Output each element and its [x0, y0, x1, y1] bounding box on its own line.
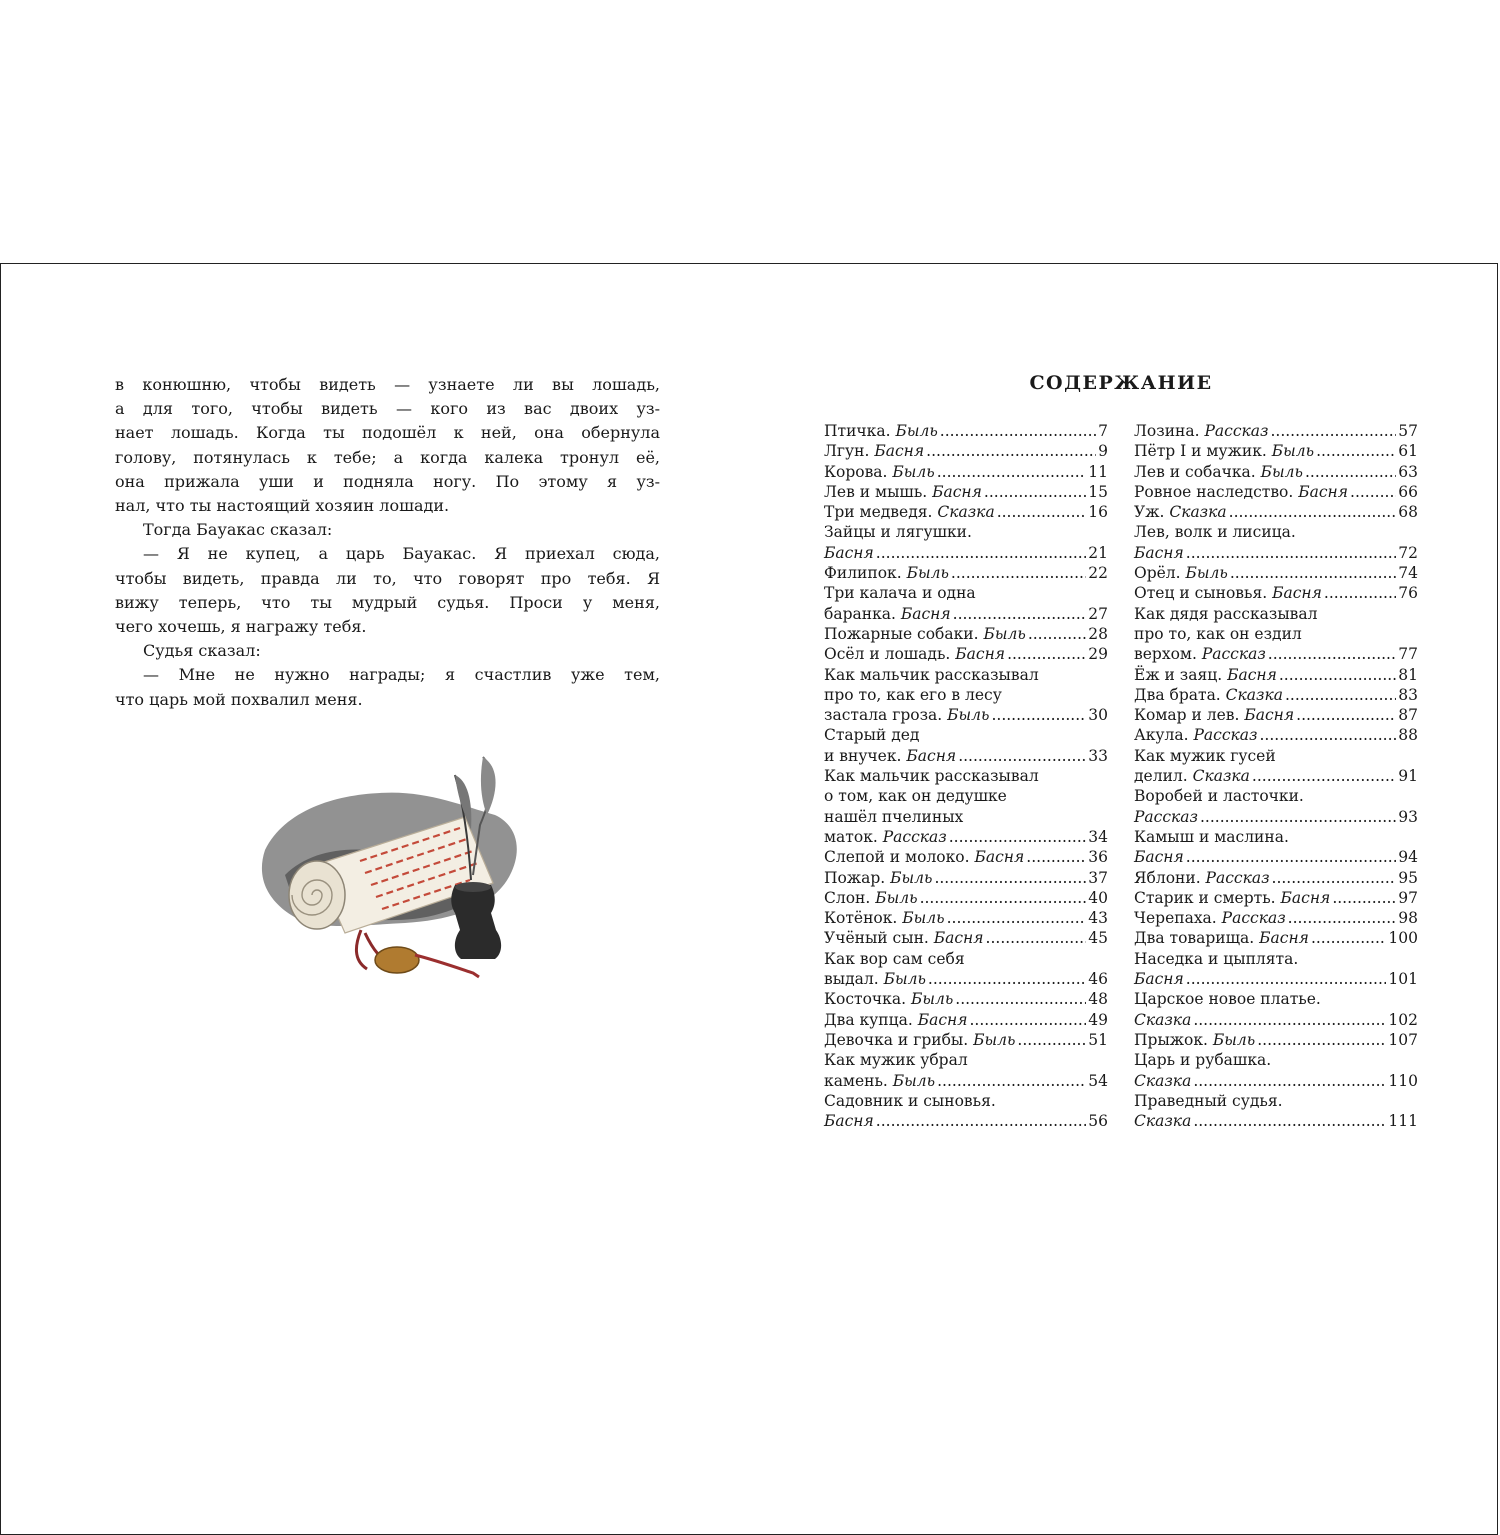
toc-entry-genre: Басня [933, 929, 984, 948]
toc-page-number: 101 [1388, 970, 1418, 989]
toc-entry [1134, 1091, 1418, 1132]
toc-entry [824, 1050, 1108, 1091]
toc-entry-title-line: о том, как он дедушке [824, 787, 1007, 806]
toc-leader-dots [1193, 1071, 1386, 1091]
toc-entry-genre: Басня [917, 1010, 968, 1029]
toc-entry-title: камень. [824, 1071, 893, 1090]
toc-entry [824, 766, 1108, 847]
toc-leader-dots [940, 421, 1096, 441]
toc-entry [824, 441, 1108, 461]
toc-page-number: 40 [1088, 888, 1108, 907]
toc-leader-dots [876, 1111, 1086, 1131]
toc-entry-title: и внучек. [824, 746, 907, 765]
toc-leader-dots [1193, 1010, 1386, 1030]
toc-leader-dots [1285, 685, 1396, 705]
toc-entry-title: баранка. [824, 604, 901, 623]
toc-entry-genre: Басня [1259, 929, 1309, 948]
toc-page-number: 30 [1088, 706, 1108, 725]
toc-entry [824, 421, 1108, 441]
toc-entry [824, 928, 1108, 948]
toc-entry [1134, 563, 1418, 583]
toc-entry-title: Лев и собачка. [1134, 462, 1261, 481]
toc-entry [824, 847, 1108, 867]
toc-page-number: 27 [1088, 604, 1108, 623]
toc-entry-title-line: Как мальчик рассказывал [824, 665, 1039, 684]
toc-entry-title: делил. [1134, 767, 1193, 786]
toc-entry-title-line: про то, как его в лесу [824, 685, 1002, 704]
toc-entry-genre: Рассказ [1201, 645, 1266, 664]
toc-entry-genre: Рассказ [882, 827, 947, 846]
toc-page-number: 48 [1088, 990, 1108, 1009]
toc-page-number: 54 [1088, 1071, 1108, 1090]
toc-entry [1134, 949, 1418, 990]
toc-page-number: 87 [1398, 706, 1418, 725]
toc-leader-dots [984, 482, 1086, 502]
toc-entry-title: Осёл и лошадь. [824, 645, 956, 664]
toc-entry [824, 949, 1108, 990]
toc-entry-genre: Быль [890, 868, 933, 887]
toc-entry-genre: Басня [955, 645, 1006, 664]
toc-entry-genre: Басня [1134, 970, 1184, 989]
toc-entry-title-line: Праведный судья. [1134, 1091, 1283, 1110]
toc-entry-title-line: Как вор сам себя [824, 949, 965, 968]
toc-entry-genre: Сказка [1134, 1071, 1192, 1090]
toc-page-number: 72 [1398, 543, 1418, 562]
toc-entry-title: Акула. [1134, 726, 1194, 745]
toc-entry [824, 482, 1108, 502]
toc-entry [824, 624, 1108, 644]
text-line: чтобы видеть, правда ли то, что говорят про тебя. Я [115, 568, 660, 588]
toc-entry-title: Два купца. [824, 1010, 918, 1029]
toc-entry-title-line: Зайцы и лягушки. [824, 523, 972, 542]
toc-page-number: 111 [1388, 1112, 1418, 1131]
toc-entry-title: Птичка. [824, 422, 896, 440]
toc-entry-title: Уж. [1134, 503, 1170, 522]
toc-entry-genre: Быль [902, 909, 945, 928]
toc-entry-genre: Быль [947, 706, 990, 725]
toc-entry [824, 563, 1108, 583]
toc-entry-genre: Сказка [1225, 685, 1283, 704]
toc-entry-title: Черепаха. [1134, 909, 1222, 928]
toc-entry-title: Лев и мышь. [824, 482, 933, 501]
toc-entry [1134, 482, 1418, 502]
toc-entry-genre: Сказка [1134, 1010, 1192, 1029]
toc-leader-dots [1279, 665, 1396, 685]
toc-page-number: 83 [1398, 685, 1418, 704]
scroll-quill-inkwell-illustration [255, 755, 535, 990]
toc-leader-dots [1296, 705, 1396, 725]
toc-entry [1134, 522, 1418, 563]
toc-entry-title: Учёный сын. [824, 929, 934, 948]
toc-page-number: 56 [1088, 1112, 1108, 1131]
toc-entry-genre: Басня [1244, 706, 1295, 725]
toc-leader-dots [986, 928, 1087, 948]
toc-page-number: 110 [1388, 1071, 1418, 1090]
toc-entry-genre: Басня [824, 543, 874, 562]
toc-entry-genre: Быль [973, 1030, 1016, 1049]
toc-entry [824, 888, 1108, 908]
toc-page-number: 74 [1398, 564, 1418, 583]
toc-entry [1134, 1030, 1418, 1050]
toc-entry [1134, 462, 1418, 482]
toc-page-number: 95 [1398, 868, 1418, 887]
toc-page-number: 43 [1088, 909, 1108, 928]
toc-entry-genre: Басня [824, 1112, 874, 1131]
toc-entry [1134, 786, 1418, 827]
toc-entry [1134, 685, 1418, 705]
toc-entry-genre: Рассказ [1204, 422, 1269, 440]
toc-entry-genre: Быль [895, 422, 938, 440]
toc-entry-genre: Быль [1185, 564, 1228, 583]
toc-page-number: 68 [1398, 503, 1418, 522]
toc-leader-dots [1230, 563, 1396, 583]
toc-entry-title-line: про то, как он ездил [1134, 624, 1302, 643]
toc-page-number: 97 [1398, 888, 1418, 907]
toc-leader-dots [1332, 888, 1396, 908]
toc-entry-title-line: Царское новое платье. [1134, 990, 1321, 1009]
toc-leader-dots [928, 969, 1086, 989]
toc-entry-title: Ровное наследство. [1134, 482, 1299, 501]
toc-entry-title-line: Старый дед [824, 726, 920, 745]
toc-entry-title: Котёнок. [824, 909, 903, 928]
toc-leader-dots [1257, 1030, 1386, 1050]
toc-leader-dots [1017, 1030, 1086, 1050]
toc-entry [1134, 502, 1418, 522]
toc-entry-title: Лгун. [824, 442, 875, 461]
toc-entry-genre: Сказка [1134, 1112, 1192, 1131]
toc-leader-dots [1305, 462, 1396, 482]
toc-page-number: 107 [1388, 1030, 1418, 1049]
toc-leader-dots [1288, 908, 1397, 928]
toc-entry-title: маток. [824, 827, 883, 846]
text-line: в конюшню, чтобы видеть — узнаете ли вы лошадь, [115, 375, 660, 394]
toc-page-number: 21 [1088, 543, 1108, 562]
toc-entry-title: Пётр I и мужик. [1134, 442, 1272, 461]
toc-leader-dots [1268, 644, 1396, 664]
text-line: нал, что ты настоящий хозяин лошади. [115, 496, 450, 516]
text-line: вижу теперь, что ты мудрый судья. Проси у меня, [115, 592, 660, 612]
toc-leader-dots [949, 827, 1087, 847]
toc-entry-genre: Басня [874, 442, 925, 461]
toc-entry-genre: Рассказ [1221, 909, 1286, 928]
toc-leader-dots [1350, 482, 1396, 502]
toc-page-number: 15 [1088, 482, 1108, 501]
toc-entry [1134, 604, 1418, 665]
toc-entry-title: выдал. [824, 970, 884, 989]
toc-entry [824, 522, 1108, 563]
toc-leader-dots [926, 441, 1096, 461]
toc-leader-dots [947, 908, 1087, 928]
toc-entry [1134, 827, 1418, 868]
toc-entry-title-line: Камыш и маслина. [1134, 827, 1289, 846]
toc-leader-dots [937, 1071, 1086, 1091]
toc-entry-genre: Басня [1227, 665, 1277, 684]
toc-page-number: 49 [1088, 1010, 1108, 1029]
toc-page-number: 37 [1088, 868, 1108, 887]
toc-page-number: 29 [1088, 645, 1108, 664]
toc-column-right [1134, 421, 1418, 1131]
toc-entry [824, 725, 1108, 766]
toc-leader-dots [1311, 928, 1386, 948]
toc-entry-title: Пожарные собаки. [824, 624, 984, 643]
toc-entry [824, 989, 1108, 1009]
toc-entry [824, 583, 1108, 624]
toc-entry-genre: Басня [932, 482, 982, 501]
toc-entry-genre: Сказка [1169, 503, 1227, 522]
toc-leader-dots [1324, 583, 1396, 603]
text-line: голову, потянулась к тебе; а когда калека тронул её, [115, 447, 660, 467]
toc-entry-title-line: нашёл пчелиных [824, 807, 964, 826]
toc-leader-dots [1272, 868, 1397, 888]
toc-page-number: 36 [1088, 848, 1108, 867]
toc-page-number: 28 [1088, 624, 1108, 643]
toc-entry-title: Отец и сыновья. [1134, 584, 1273, 603]
toc-entry-genre: Рассказ [1193, 726, 1258, 745]
toc-entry-title-line: Царь и рубашка. [1134, 1051, 1272, 1070]
text-line: что царь мой похвалил меня. [115, 689, 363, 709]
toc-entry [824, 868, 1108, 888]
toc-entry-title: Слепой и молоко. [824, 848, 975, 867]
toc-leader-dots [997, 502, 1087, 522]
toc-entry-genre: Басня [1280, 888, 1331, 907]
toc-page-number: 11 [1088, 462, 1108, 481]
toc-entry [1134, 888, 1418, 908]
toc-leader-dots [937, 462, 1087, 482]
toc-entry-genre: Басня [1298, 482, 1349, 501]
toc-entry [1134, 725, 1418, 745]
toc-entry [824, 1030, 1108, 1050]
toc-entry-genre: Рассказ [1134, 807, 1198, 826]
toc-entry-genre: Басня [1134, 848, 1184, 867]
toc-page-number: 61 [1398, 442, 1418, 461]
toc-leader-dots [1252, 766, 1396, 786]
toc-entry-genre: Быль [1271, 442, 1315, 461]
toc-entry-title-line: Наседка и цыплята. [1134, 949, 1299, 968]
toc-leader-dots [955, 989, 1086, 1009]
toc-page-number: 102 [1388, 1010, 1418, 1029]
toc-page-number: 63 [1398, 462, 1418, 481]
toc-entry-genre: Быль [983, 624, 1026, 643]
toc-entry-genre: Быль [1260, 462, 1303, 481]
text-line: — Я не купец, а царь Бауакас. Я приехал сюда, [143, 544, 660, 564]
toc-entry [1134, 421, 1418, 441]
toc-page-number: 88 [1398, 726, 1418, 745]
toc-entry-title: Два брата. [1134, 685, 1226, 704]
toc-entry [1134, 1050, 1418, 1091]
toc-leader-dots [1007, 644, 1086, 664]
toc-page-number: 57 [1398, 422, 1418, 440]
toc-entry-genre: Сказка [937, 503, 995, 522]
toc-leader-dots [951, 563, 1086, 583]
toc-page-number: 91 [1398, 767, 1418, 786]
toc-page-number: 51 [1088, 1030, 1108, 1049]
toc-page-number: 66 [1398, 482, 1418, 501]
toc-entry-genre: Басня [974, 848, 1025, 867]
toc-leader-dots [1186, 543, 1396, 563]
toc-entry-title-line: Как мужик гусей [1134, 746, 1276, 765]
toc-entry [1134, 665, 1418, 685]
toc-entry-title-line: Садовник и сыновья. [824, 1091, 996, 1110]
toc-entry [1134, 989, 1418, 1030]
toc-entry [1134, 705, 1418, 725]
toc-page-number: 76 [1398, 584, 1418, 603]
toc-entry-title-line: Три калача и одна [824, 584, 976, 603]
toc-entry [1134, 908, 1418, 928]
toc-entry-title: Пожар. [824, 868, 891, 887]
toc-leader-dots [1316, 441, 1396, 461]
toc-entry-title: Два товарища. [1134, 929, 1260, 948]
toc-page-number: 46 [1088, 970, 1108, 989]
toc-leader-dots [1193, 1111, 1386, 1131]
toc-entry-title-line: Как дядя рассказывал [1134, 604, 1318, 623]
toc-entry-title: Орёл. [1134, 564, 1186, 583]
toc-page-number: 45 [1088, 929, 1108, 948]
toc-entry-genre: Басня [906, 746, 957, 765]
toc-entry [824, 1091, 1108, 1132]
toc-page-number: 34 [1088, 827, 1108, 846]
toc-entry-title-line: Воробей и ласточки. [1134, 787, 1304, 806]
toc-entry-title: Слон. [824, 888, 876, 907]
toc-entry-genre: Басня [1134, 543, 1184, 562]
toc-leader-dots [1028, 624, 1086, 644]
toc-entry-genre: Быль [906, 564, 949, 583]
toc-entry-title: Корова. [824, 462, 893, 481]
text-line: она прижала уши и подняла ногу. По этому я уз- [115, 471, 660, 491]
toc-entry-title: Прыжок. [1134, 1030, 1213, 1049]
story-text [115, 373, 660, 712]
toc-leader-dots [1186, 969, 1387, 989]
toc-leader-dots [876, 543, 1086, 563]
toc-entry [1134, 928, 1418, 948]
toc-page-number: 22 [1088, 564, 1108, 583]
toc-entry-genre: Рассказ [1205, 868, 1270, 887]
toc-entry [1134, 746, 1418, 787]
toc-leader-dots [970, 1010, 1087, 1030]
toc-title: СОДЕРЖАНИЕ [1029, 372, 1213, 394]
toc-page-number: 16 [1088, 503, 1108, 522]
toc-entry-title: верхом. [1134, 645, 1202, 664]
toc-entry-title: Старик и смерть. [1134, 888, 1281, 907]
toc-page-number: 33 [1088, 746, 1108, 765]
text-line: чего хочешь, я награжу тебя. [115, 617, 367, 637]
toc-leader-dots [953, 604, 1087, 624]
toc-leader-dots [934, 868, 1086, 888]
toc-column-left [824, 421, 1108, 1131]
toc-page-number: 93 [1398, 807, 1418, 826]
toc-entry [824, 462, 1108, 482]
text-line: Тогда Бауакас сказал: [143, 520, 333, 540]
text-line: нает лошадь. Когда ты подошёл к ней, она обернула [115, 423, 660, 443]
toc-entry-title: застала гроза. [824, 706, 948, 725]
toc-entry-genre: Басня [900, 604, 951, 623]
text-line: а для того, чтобы видеть — кого из вас двоих уз- [115, 399, 660, 419]
toc-entry-title: Девочка и грибы. [824, 1030, 974, 1049]
toc-entry-genre: Быль [883, 970, 926, 989]
toc-entry-genre: Быль [892, 462, 935, 481]
toc-page-number: 94 [1398, 848, 1418, 867]
toc-leader-dots [1259, 725, 1396, 745]
toc-entry-genre: Басня [1272, 584, 1322, 603]
toc-entry [1134, 441, 1418, 461]
toc-entry-title: Ёж и заяц. [1134, 665, 1228, 684]
toc-entry [824, 908, 1108, 928]
toc-entry-genre: Сказка [1192, 767, 1250, 786]
toc-entry-genre: Быль [875, 888, 918, 907]
toc-entry-title: Лозина. [1134, 422, 1205, 440]
toc-entry-title: Косточка. [824, 990, 911, 1009]
toc-page-number: 100 [1388, 929, 1418, 948]
toc-entry [824, 502, 1108, 522]
toc-leader-dots [1186, 847, 1396, 867]
toc-entry-genre: Быль [910, 990, 954, 1009]
toc-page-number: 81 [1398, 665, 1418, 684]
toc-entry-genre: Быль [892, 1071, 936, 1090]
toc-entry [1134, 583, 1418, 603]
toc-entry-title-line: Как мужик убрал [824, 1051, 968, 1070]
toc-page-number: 98 [1398, 909, 1418, 928]
toc-entry [824, 644, 1108, 664]
toc-leader-dots [1270, 421, 1396, 441]
toc-entry-title-line: Как мальчик рассказывал [824, 767, 1039, 786]
text-line: — Мне не нужно награды; я счастлив уже тем, [143, 665, 660, 685]
toc-entry-title: Комар и лев. [1134, 706, 1245, 725]
toc-leader-dots [991, 705, 1086, 725]
toc-entry [1134, 868, 1418, 888]
toc-page-number: 77 [1398, 645, 1418, 664]
toc-leader-dots [958, 746, 1086, 766]
toc-leader-dots [1026, 847, 1086, 867]
toc-entry-title: Яблони. [1134, 868, 1206, 887]
toc-entry [824, 665, 1108, 726]
toc-page-number: 7 [1098, 422, 1108, 440]
toc-leader-dots [1229, 502, 1397, 522]
toc-entry-title: Филипок. [824, 564, 907, 583]
toc-entry [824, 1010, 1108, 1030]
toc-page-number: 9 [1098, 442, 1108, 461]
toc-entry-genre: Быль [1212, 1030, 1256, 1049]
toc-entry-title-line: Лев, волк и лисица. [1134, 523, 1296, 542]
toc-leader-dots [1200, 807, 1396, 827]
toc-leader-dots [920, 888, 1087, 908]
text-line: Судья сказал: [143, 641, 261, 661]
toc-entry-title: Три медведя. [824, 503, 938, 522]
